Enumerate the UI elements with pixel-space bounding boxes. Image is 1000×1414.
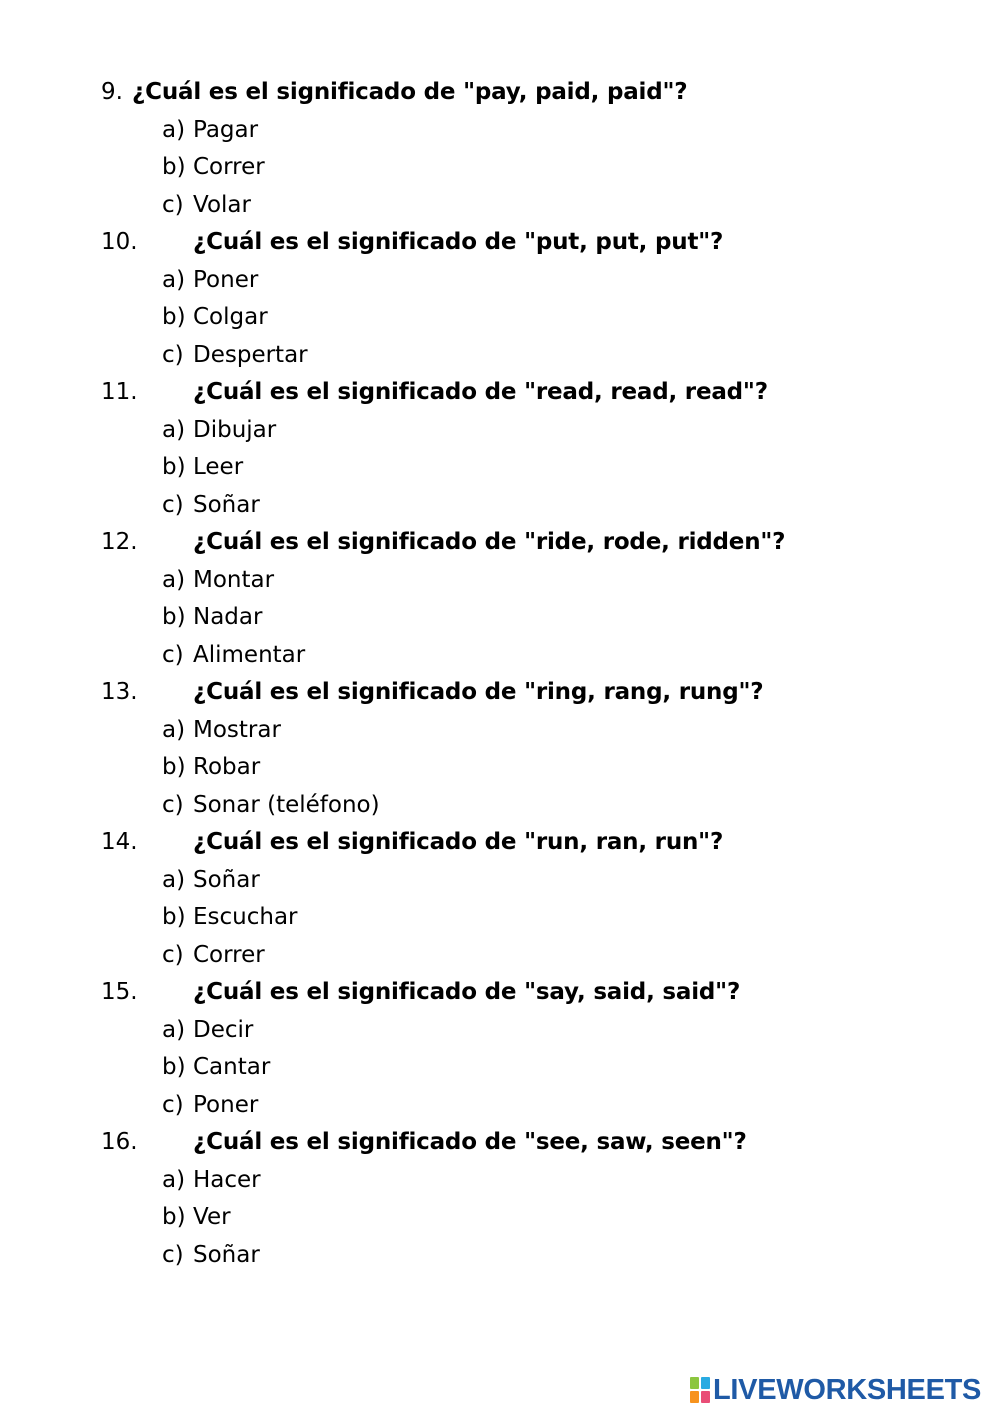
option-text: Alimentar — [193, 641, 306, 668]
answer-option[interactable] — [0, 1049, 1000, 1087]
option-text: Volar — [193, 191, 251, 218]
option-label: c) — [162, 941, 184, 968]
option-label: c) — [162, 641, 184, 668]
option-label: b) — [162, 454, 186, 480]
brand-name: LIVEWORKSHEETS — [713, 1374, 982, 1406]
option-label: c) — [162, 491, 184, 518]
question-number: 15. — [101, 979, 138, 1005]
option-label: b) — [162, 754, 186, 780]
option-text: Correr — [193, 941, 265, 968]
answer-option[interactable] — [0, 937, 1000, 975]
answer-option[interactable] — [0, 1012, 1000, 1050]
option-label: a) — [162, 1016, 186, 1043]
answer-option[interactable] — [0, 299, 1000, 337]
answer-option[interactable] — [0, 262, 1000, 300]
question-number: 10. — [101, 229, 138, 255]
option-text: Montar — [193, 566, 275, 593]
option-label: b) — [162, 1054, 186, 1080]
answer-option[interactable] — [0, 187, 1000, 225]
answer-option[interactable] — [0, 1199, 1000, 1237]
question-row — [0, 374, 1000, 412]
answer-option[interactable] — [0, 487, 1000, 525]
option-text: Leer — [193, 454, 244, 480]
option-text: Nadar — [193, 604, 263, 630]
option-label: c) — [162, 1091, 184, 1118]
answer-option[interactable] — [0, 112, 1000, 150]
option-label: a) — [162, 1166, 186, 1193]
option-text: Correr — [193, 154, 265, 180]
question-text: ¿Cuál es el significado de "say, said, said"? — [193, 979, 741, 1005]
question-text: ¿Cuál es el significado de "put, put, put"? — [193, 229, 724, 255]
option-text: Poner — [193, 266, 259, 293]
question-number: 11. — [101, 379, 138, 405]
option-text: Cantar — [193, 1054, 271, 1080]
option-text: Despertar — [193, 341, 308, 368]
question-row — [0, 674, 1000, 712]
question-number: 14. — [101, 829, 138, 855]
option-label: b) — [162, 904, 186, 930]
option-text: Dibujar — [193, 416, 277, 443]
option-label: a) — [162, 566, 186, 593]
question-row — [0, 524, 1000, 562]
question-text: ¿Cuál es el significado de "run, ran, run"? — [193, 829, 724, 855]
answer-option[interactable] — [0, 599, 1000, 637]
option-text: Mostrar — [193, 716, 281, 743]
option-text: Escuchar — [193, 904, 298, 930]
option-text: Soñar — [193, 866, 260, 893]
option-label: a) — [162, 716, 186, 743]
logo-square-2 — [701, 1377, 710, 1389]
answer-option[interactable] — [0, 337, 1000, 375]
option-label: c) — [162, 791, 184, 818]
answer-option[interactable] — [0, 1087, 1000, 1125]
option-label: a) — [162, 866, 186, 893]
option-label: b) — [162, 304, 186, 330]
question-number: 12. — [101, 529, 138, 555]
option-label: a) — [162, 116, 186, 143]
answer-option[interactable] — [0, 1162, 1000, 1200]
question-row — [0, 1124, 1000, 1162]
option-text: Poner — [193, 1091, 259, 1118]
question-text: ¿Cuál es el significado de "see, saw, seen"? — [193, 1129, 747, 1155]
answer-option[interactable] — [0, 412, 1000, 450]
option-label: c) — [162, 191, 184, 218]
answer-option[interactable] — [0, 562, 1000, 600]
option-label: a) — [162, 266, 186, 293]
answer-option[interactable] — [0, 1237, 1000, 1275]
answer-option[interactable] — [0, 899, 1000, 937]
answer-option[interactable] — [0, 712, 1000, 750]
answer-option[interactable] — [0, 862, 1000, 900]
question-number: 13. — [101, 679, 138, 705]
option-text: Colgar — [193, 304, 268, 330]
answer-option[interactable] — [0, 749, 1000, 787]
option-text: Soñar — [193, 1241, 260, 1268]
answer-option[interactable] — [0, 149, 1000, 187]
worksheet — [0, 74, 1000, 1274]
option-text: Pagar — [193, 116, 259, 143]
option-text: Ver — [193, 1204, 231, 1230]
question-row — [0, 974, 1000, 1012]
question-text: ¿Cuál es el significado de "pay, paid, paid"? — [132, 79, 688, 105]
option-label: b) — [162, 604, 186, 630]
option-label: b) — [162, 1204, 186, 1230]
answer-option[interactable] — [0, 787, 1000, 825]
answer-option[interactable] — [0, 449, 1000, 487]
option-text: Decir — [193, 1016, 254, 1043]
question-row — [0, 224, 1000, 262]
question-number: 16. — [101, 1129, 138, 1155]
question-text: ¿Cuál es el significado de "ride, rode, ridden"? — [193, 529, 786, 555]
liveworksheets-logo-icon — [690, 1377, 710, 1403]
option-label: a) — [162, 416, 186, 443]
option-label: c) — [162, 1241, 184, 1268]
answer-option[interactable] — [0, 637, 1000, 675]
question-number: 9. — [101, 79, 123, 105]
question-row — [0, 74, 1000, 112]
question-text: ¿Cuál es el significado de "ring, rang, rung"? — [193, 679, 764, 705]
question-text: ¿Cuál es el significado de "read, read, read"? — [193, 379, 768, 405]
option-text: Hacer — [193, 1166, 261, 1193]
option-text: Sonar (teléfono) — [193, 791, 380, 818]
option-label: c) — [162, 341, 184, 368]
option-label: b) — [162, 154, 186, 180]
option-text: Robar — [193, 754, 261, 780]
liveworksheets-brand[interactable] — [690, 1374, 981, 1406]
logo-square-4 — [701, 1391, 710, 1403]
logo-square-1 — [690, 1377, 699, 1389]
logo-square-3 — [690, 1391, 699, 1403]
question-row — [0, 824, 1000, 862]
option-text: Soñar — [193, 491, 260, 518]
